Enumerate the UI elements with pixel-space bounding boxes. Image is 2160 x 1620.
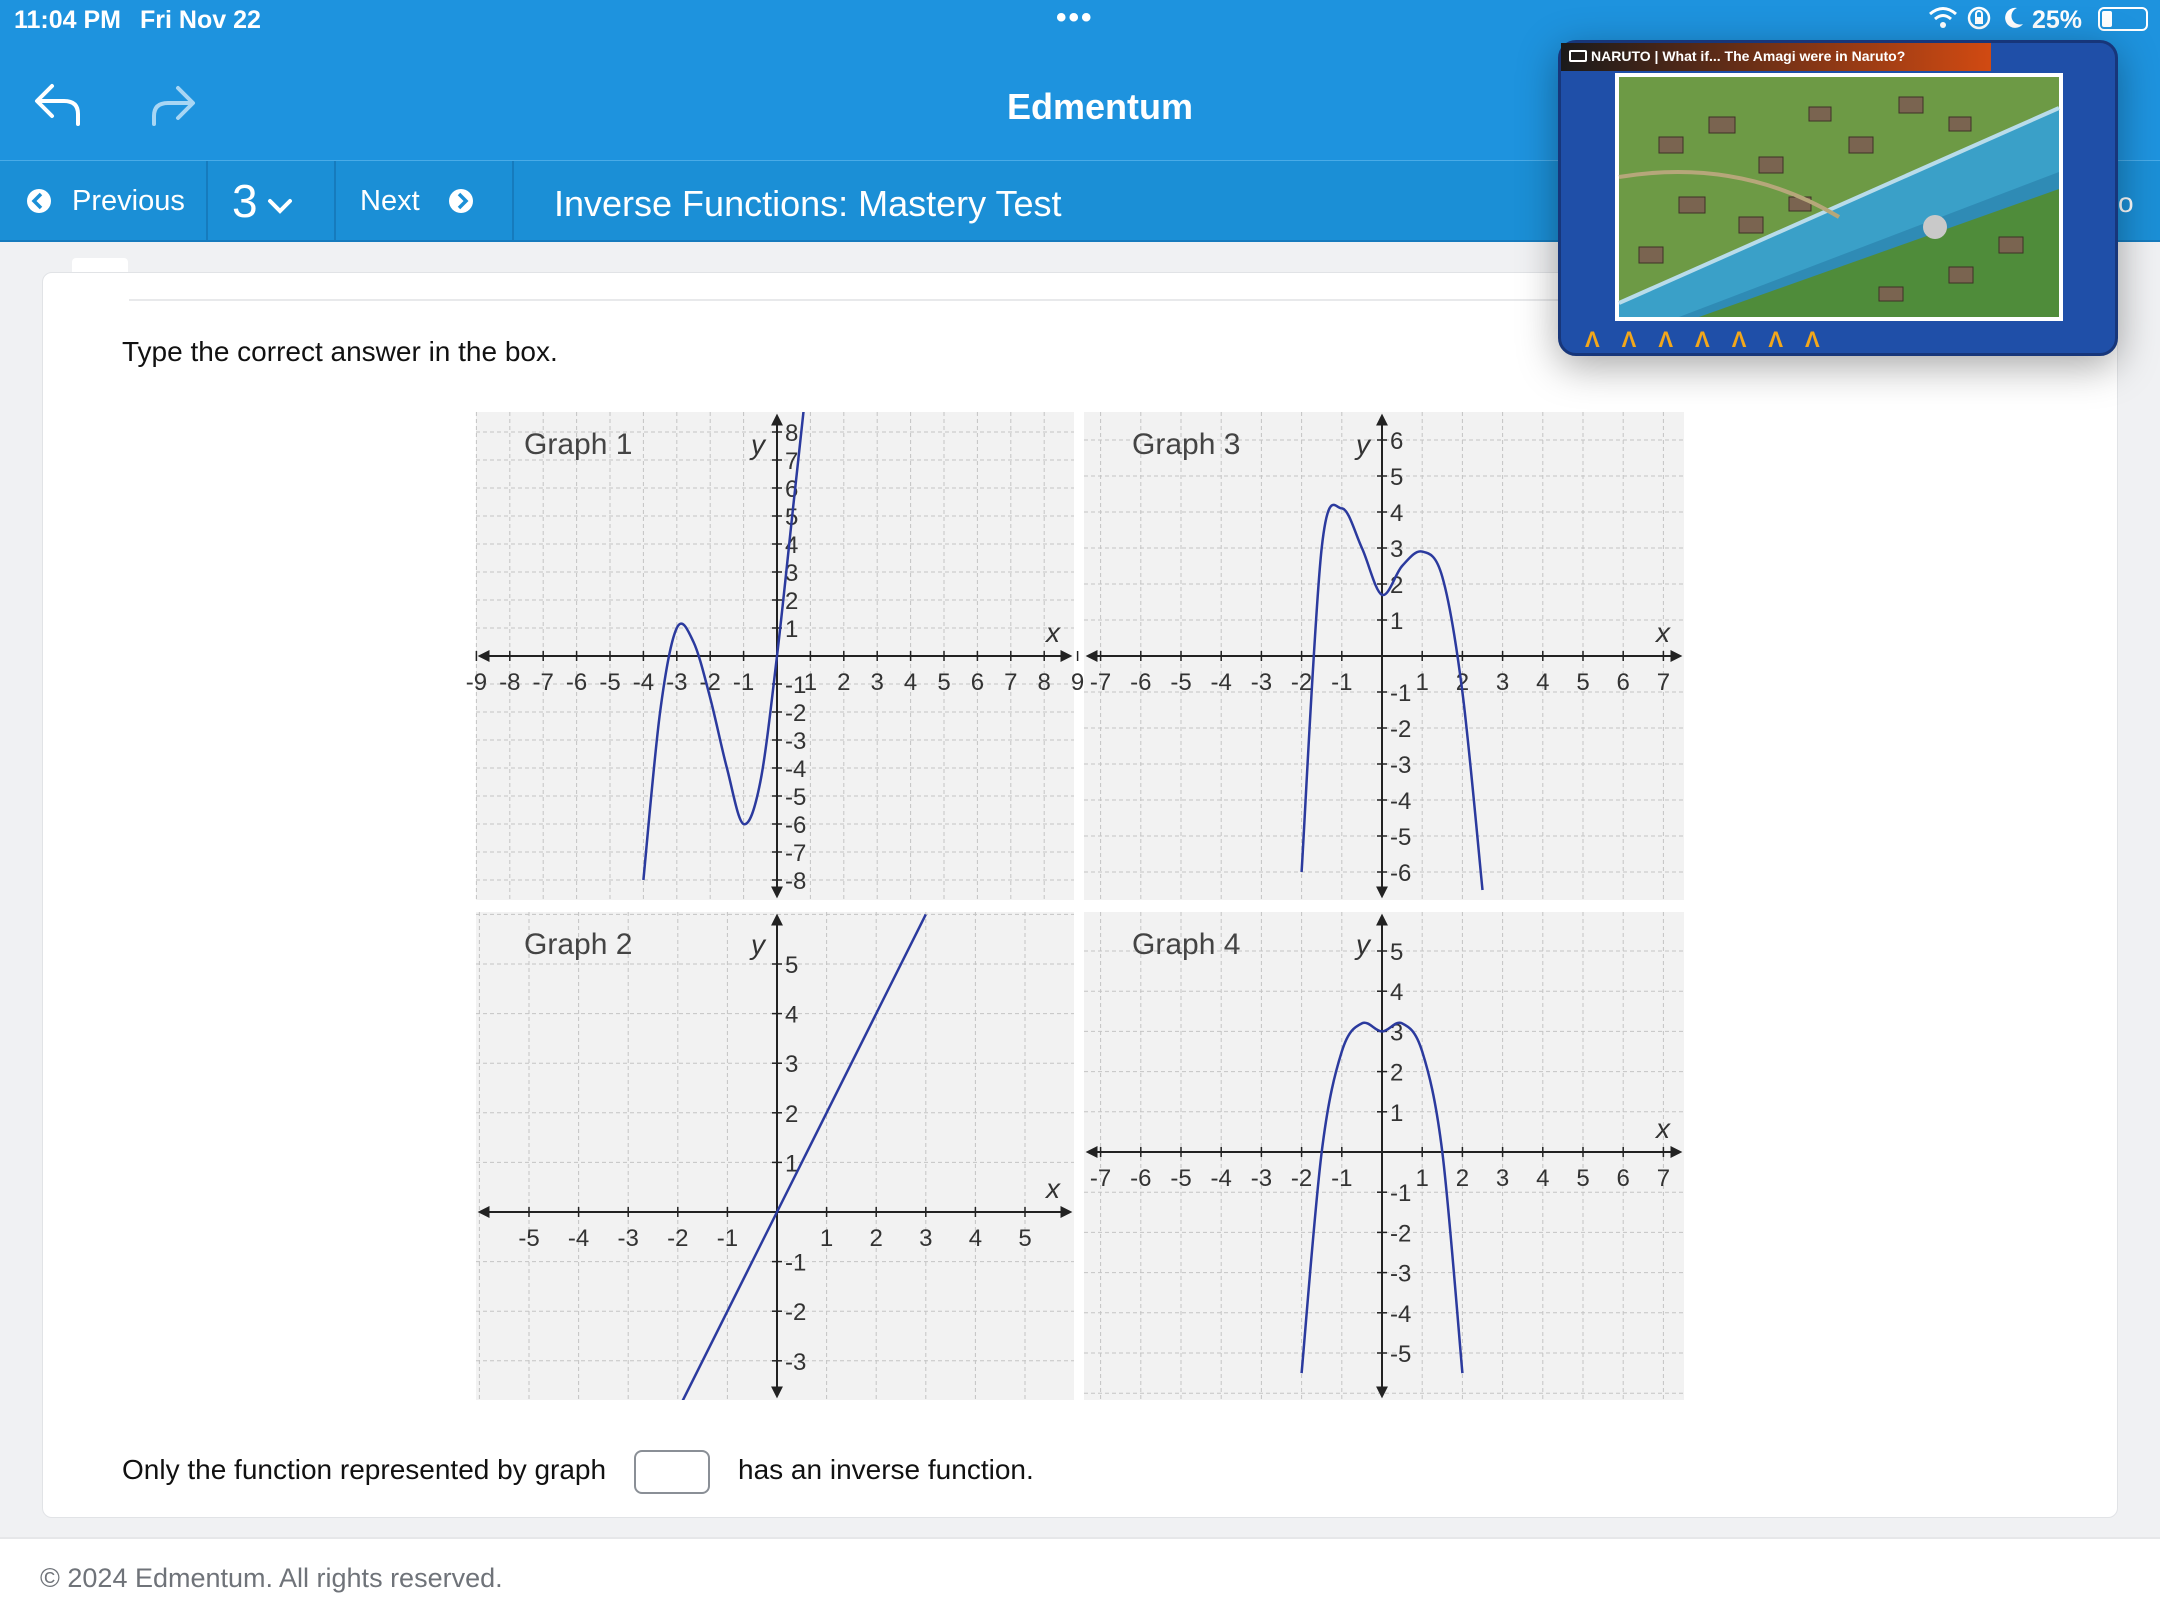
graph-3-y-tick-label: -6 xyxy=(1390,860,1412,887)
graph-1-y-tick-label: -5 xyxy=(785,784,807,811)
graph-2-x-tick-label: -2 xyxy=(667,1225,689,1252)
graph-3-x-tick-label: 3 xyxy=(1495,669,1510,696)
graph-3-y-label: y xyxy=(1356,429,1370,460)
graph-3-y-tick-label: -4 xyxy=(1390,788,1412,815)
graph-3-x-tick-label: 2 xyxy=(1455,669,1470,696)
graph-4-x-tick-label: -1 xyxy=(1331,1165,1353,1192)
graph-4-y-tick-label: -5 xyxy=(1390,1341,1412,1368)
graph-1-y-tick-label: 3 xyxy=(785,560,799,587)
graph-3-x-tick-label: -7 xyxy=(1089,669,1112,696)
graph-3-y-tick-label: 4 xyxy=(1390,500,1404,527)
chevron-left-circle-icon xyxy=(24,186,54,216)
graph-1-x-tick-label: -9 xyxy=(465,669,488,696)
battery-icon xyxy=(2098,7,2148,31)
test-title: Inverse Functions: Mastery Test xyxy=(554,183,1062,224)
graph-1-x-tick-label: 2 xyxy=(837,669,851,696)
question-number: 3 xyxy=(232,175,258,227)
graph-3-y-tick-label: -1 xyxy=(1390,680,1412,707)
battery-percent: 25% xyxy=(2032,6,2083,34)
graph-1-x-tick-label: -3 xyxy=(666,669,688,696)
graph-4-panel xyxy=(1084,912,1684,1400)
graph-1-x-tick-label: 1 xyxy=(803,669,818,696)
graph-2-y-tick-label: 4 xyxy=(785,1001,799,1029)
forward-arrow-icon[interactable] xyxy=(146,82,198,135)
graph-2-y-tick-label: 1 xyxy=(785,1150,799,1178)
footer xyxy=(0,1537,2160,1620)
wifi-icon xyxy=(1928,5,1958,38)
status-date: Fri Nov 22 xyxy=(140,6,261,34)
graph-2-panel xyxy=(476,912,1074,1410)
graph-4-background xyxy=(1084,912,1684,1400)
graph-4-x-tick-label: -6 xyxy=(1130,1165,1152,1192)
graph-1-x-tick-label: 5 xyxy=(937,669,951,696)
graph-2-x-tick-label: -5 xyxy=(518,1225,540,1252)
tv-icon xyxy=(1569,50,1587,62)
graph-2-x-tick-label: 3 xyxy=(919,1225,933,1252)
graph-1-x-tick-label: -6 xyxy=(565,669,588,696)
video-title: NARUTO | What if... The Amagi were in Naruto? xyxy=(1591,48,1906,64)
graph-4-x-tick-label: 1 xyxy=(1415,1165,1429,1192)
graph-4-x-tick-label: 2 xyxy=(1455,1165,1470,1192)
copyright-text: © 2024 Edmentum. All rights reserved. xyxy=(40,1563,503,1593)
graph-4-y-tick-label: 3 xyxy=(1390,1019,1404,1047)
next-button[interactable] xyxy=(336,161,514,241)
graph-1-y-tick-label: -7 xyxy=(785,840,807,867)
graph-4-x-tick-label: 4 xyxy=(1536,1165,1550,1192)
graph-2-y-label: y xyxy=(751,929,765,960)
graph-1-y-tick-label: 2 xyxy=(785,588,799,615)
graph-1-x-tick-label: 3 xyxy=(870,669,884,696)
graph-2-x-tick-label: 5 xyxy=(1018,1225,1032,1252)
graph-1-title: Graph 1 xyxy=(524,428,633,461)
graph-4-x-tick-label: 7 xyxy=(1656,1165,1671,1192)
multitasking-dots-icon[interactable]: ••• xyxy=(1056,1,1094,34)
graph-4-y-tick-label: -2 xyxy=(1390,1220,1412,1248)
graph-3-y-tick-label: -5 xyxy=(1390,824,1412,851)
answer-input[interactable] xyxy=(634,1450,710,1494)
graph-2-x-tick-label: 2 xyxy=(869,1225,883,1252)
graph-3-x-tick-label: 5 xyxy=(1576,669,1590,696)
picture-in-picture-video[interactable] xyxy=(1558,40,2118,356)
graph-1-x-tick-label: 7 xyxy=(1004,669,1018,696)
graph-1-x-tick-label: 8 xyxy=(1037,669,1051,696)
answer-prompt-before: Only the function represented by graph xyxy=(122,1454,607,1485)
graph-1-x-tick-label: -8 xyxy=(499,669,521,696)
graph-2-x-tick-label: -4 xyxy=(567,1225,590,1252)
graph-1-y-tick-label: -2 xyxy=(785,700,807,727)
graph-3-panel xyxy=(1084,412,1684,900)
graph-4-x-tick-label: 5 xyxy=(1576,1165,1590,1192)
status-bar xyxy=(0,0,2160,40)
graph-1-x-tick-label: 6 xyxy=(970,669,985,696)
graph-1-y-label: y xyxy=(751,429,765,460)
graph-3-x-tick-label: 1 xyxy=(1415,669,1429,696)
graph-1-y-tick-label: 6 xyxy=(785,476,799,503)
graph-3-x-label: x xyxy=(1656,617,1670,648)
graph-3-title: Graph 3 xyxy=(1132,428,1241,461)
graph-4-y-tick-label: 5 xyxy=(1390,939,1404,966)
graphs-image xyxy=(465,412,1684,1412)
app-title: Edmentum xyxy=(1006,86,1193,127)
graph-2-x-label: x xyxy=(1046,1173,1060,1204)
card-top-rule xyxy=(129,299,1609,301)
graph-4-x-label: x xyxy=(1656,1113,1670,1144)
graph-3-y-tick-label: 3 xyxy=(1390,536,1404,563)
graph-3-x-tick-label: -1 xyxy=(1331,669,1353,696)
village-scene-image xyxy=(1619,77,2059,317)
graph-1-y-tick-label: -8 xyxy=(785,868,807,895)
graph-3-y-tick-label: 1 xyxy=(1390,608,1404,635)
graph-3-x-tick-label: 7 xyxy=(1656,669,1671,696)
question-number-dropdown[interactable] xyxy=(208,161,336,241)
graph-4-x-tick-label: -7 xyxy=(1089,1165,1112,1192)
graph-3-x-tick-label: 6 xyxy=(1616,669,1630,696)
status-time: 11:04 PM xyxy=(14,6,122,34)
back-arrow-icon[interactable] xyxy=(32,80,84,133)
orientation-lock-icon xyxy=(1966,5,1992,38)
previous-button[interactable] xyxy=(0,161,208,241)
graph-2-y-tick-label: -2 xyxy=(785,1299,807,1327)
graph-3-x-tick-label: -4 xyxy=(1210,669,1232,696)
next-label: Next xyxy=(360,184,420,217)
graph-3-y-tick-label: 2 xyxy=(1390,572,1404,599)
graph-1-x-tick-label: -4 xyxy=(632,669,655,696)
graph-4-y-tick-label: -4 xyxy=(1390,1300,1412,1328)
graph-4-y-tick-label: 1 xyxy=(1390,1099,1404,1127)
graph-1-y-tick-label: -3 xyxy=(785,728,807,755)
graph-1-x-tick-label: -5 xyxy=(599,669,621,696)
graph-2-y-tick-label: -1 xyxy=(785,1249,807,1277)
graph-2-y-tick-label: 2 xyxy=(785,1100,799,1128)
graph-3-y-tick-label: -2 xyxy=(1390,716,1412,743)
video-border-decoration: ΛΛΛΛΛΛΛ xyxy=(1585,327,1842,352)
graph-4-y-tick-label: 2 xyxy=(1390,1059,1404,1087)
graph-1-panel xyxy=(466,348,1085,900)
graph-4-y-tick-label: 4 xyxy=(1390,979,1404,1007)
graph-1-y-tick-label: -4 xyxy=(785,756,807,783)
instruction-text: Type the correct answer in the box. xyxy=(122,336,558,367)
answer-prompt-after: has an inverse function. xyxy=(738,1454,1034,1485)
graph-2-y-tick-label: -3 xyxy=(785,1348,807,1376)
graph-1-x-tick-label: -2 xyxy=(699,669,721,696)
graph-4-y-tick-label: -3 xyxy=(1390,1260,1412,1288)
graph-1-y-tick-label: 1 xyxy=(785,616,799,643)
chevron-right-circle-icon xyxy=(446,186,476,216)
graph-4-x-tick-label: -3 xyxy=(1250,1165,1273,1192)
graph-1-y-tick-label: 4 xyxy=(785,532,799,559)
graph-3-x-tick-label: 4 xyxy=(1536,669,1550,696)
graph-1-x-tick-label: 4 xyxy=(903,669,918,696)
graph-2-title: Graph 2 xyxy=(524,928,633,961)
graph-2-background xyxy=(476,912,1074,1400)
graph-2-x-tick-label: 4 xyxy=(968,1225,983,1252)
graph-1-y-tick-label: 5 xyxy=(785,504,799,531)
graph-2-x-tick-label: 1 xyxy=(819,1225,834,1252)
previous-label: Previous xyxy=(72,184,185,217)
graph-3-x-tick-label: -5 xyxy=(1170,669,1192,696)
chevron-down-icon xyxy=(266,196,294,216)
graph-1-y-tick-label: -1 xyxy=(785,672,807,699)
graph-1-x-tick-label: 9 xyxy=(1070,669,1085,696)
graph-4-x-tick-label: 3 xyxy=(1495,1165,1510,1192)
graph-1-y-tick-label: 8 xyxy=(785,420,799,447)
graph-1-x-tick-label: -7 xyxy=(532,669,554,696)
graph-1-x-tick-label: -1 xyxy=(732,669,755,696)
moon-icon xyxy=(2002,5,2026,38)
graph-2-y-tick-label: 5 xyxy=(785,952,799,979)
graph-3-x-tick-label: -6 xyxy=(1130,669,1152,696)
graph-2-y-tick-label: 3 xyxy=(785,1051,799,1079)
graph-3-y-tick-label: -3 xyxy=(1390,752,1412,779)
graph-4-x-tick-label: -2 xyxy=(1290,1165,1313,1192)
graph-4-y-tick-label: -1 xyxy=(1390,1180,1412,1208)
graph-4-x-tick-label: -5 xyxy=(1170,1165,1192,1192)
graph-3-y-tick-label: 5 xyxy=(1390,464,1404,491)
graph-2-x-tick-label: -1 xyxy=(716,1225,739,1252)
video-frame xyxy=(1615,73,2063,321)
graph-2-x-tick-label: -3 xyxy=(617,1225,639,1252)
graph-4-y-label: y xyxy=(1356,929,1370,960)
graph-3-y-tick-label: 6 xyxy=(1390,428,1404,455)
graph-4-x-tick-label: 6 xyxy=(1616,1165,1630,1192)
video-title-bar xyxy=(1561,43,1991,71)
graph-4-x-tick-label: -4 xyxy=(1210,1165,1232,1192)
graph-3-x-tick-label: -2 xyxy=(1290,669,1313,696)
graph-3-x-tick-label: -3 xyxy=(1250,669,1273,696)
overflow-text: o xyxy=(2118,187,2134,218)
graph-1-y-tick-label: -6 xyxy=(785,812,807,839)
graph-1-x-label: x xyxy=(1046,617,1060,648)
graph-1-y-tick-label: 7 xyxy=(785,448,799,475)
graph-4-title: Graph 4 xyxy=(1132,928,1241,961)
